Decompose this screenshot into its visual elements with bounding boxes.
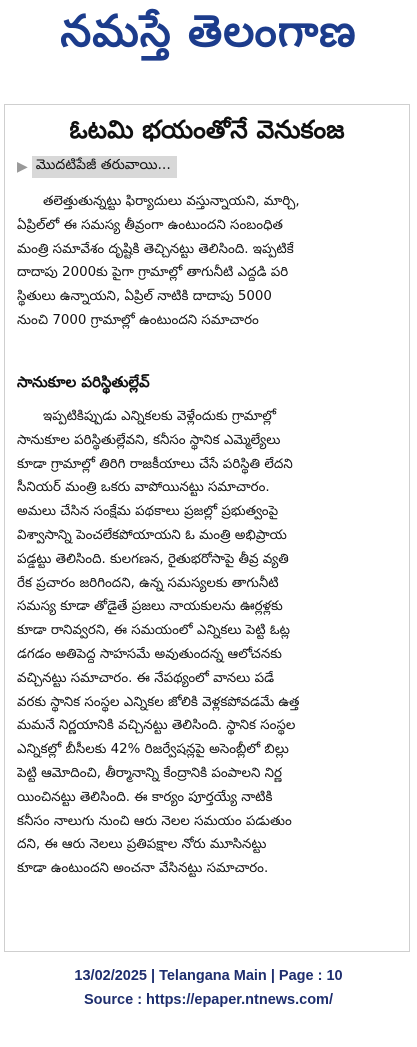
paragraph-line: కూడా ఉంటుందని అంచనా వేసినట్టు సమాచారం. bbox=[17, 861, 269, 877]
paragraph-line: సానుకూల పరిస్థితుల్లేవని, కనీసం స్థానిక ఎమ్మెల్యేలు bbox=[17, 432, 281, 448]
article-clipping bbox=[4, 104, 410, 952]
paragraph-line: దాదాపు 2000కు పైగా గ్రామాల్లో తాగునీటి ఎద్దడి పరి bbox=[17, 265, 289, 281]
section-subheading: సానుకూల పరిస్థితుల్లేవ్ bbox=[17, 373, 150, 391]
paragraph-line: ఇప్పటికిప్పుడు ఎన్నికలకు వెళ్లేందుకు గ్రామాల్లో bbox=[43, 409, 276, 424]
article-paragraph-2 bbox=[17, 405, 397, 881]
paragraph-line: యించినట్టు తెలిసింది. ఈ కార్యం పూర్తయ్యే నాటికి bbox=[17, 789, 273, 805]
paragraph-line: డగడం అతిపెద్ద సాహసమే అవుతుందన్న ఆలోచనకు bbox=[17, 646, 282, 662]
paragraph-line: వరకు స్థానిక సంస్థల ఎన్నికల జోలికి వెళ్లకపోవడమే ఉత్త bbox=[17, 694, 300, 710]
paragraph-line: సమస్య కూడా తోడైతే ప్రజలు నాయకులను ఊర్లళ్లకు bbox=[17, 599, 283, 615]
continued-label: మొదటిపేజీ తరువాయి... bbox=[32, 156, 177, 178]
paragraph-line: నుంచి 7000 గ్రామాల్లో ఉంటుందని సమాచారం bbox=[17, 312, 259, 328]
paragraph-line: విశ్వాసాన్ని పెంచలేకపోయాయని ఓ మంత్రి అభిప్రాయ bbox=[17, 527, 287, 543]
source-link[interactable]: Source : https://epaper.ntnews.com/ bbox=[84, 992, 333, 1008]
paragraph-line: కనీసం నాలుగు నుంచి ఆరు నెలల సమయం పడుతుం bbox=[17, 813, 292, 829]
paragraph-line: రేక ప్రచారం జరిగిందని, ఉన్న సమస్యలకు తాగునీటి bbox=[17, 575, 279, 591]
article-paragraph-1 bbox=[17, 190, 397, 333]
continued-from-front-page bbox=[17, 155, 397, 179]
paragraph-line: సీనియర్ మంత్రి ఒకరు వాపోయినట్టు సమాచారం. bbox=[17, 480, 270, 496]
paragraph-line: పెట్టి ఆమోదించి, తీర్మానాన్ని కేంద్రానికి పంపాలని నిర్ణ bbox=[17, 765, 282, 781]
paragraph-line: మంత్రి సమావేశం దృష్టికి తెచ్చినట్టు తెలిసింది. ఇప్పటికే bbox=[17, 241, 294, 257]
edition-info: 13/02/2025 | Telangana Main | Page : 10 bbox=[74, 968, 343, 984]
arrow-icon: ▶ bbox=[17, 159, 28, 175]
paragraph-line: కూడా గ్రామాల్లో తిరిగి రాజకీయాలు చేసే పరిస్థితి లేదని bbox=[17, 456, 293, 472]
paragraph-line: వచ్చినట్టు సమాచారం. ఈ నేపథ్యంలో వానలు పడే bbox=[17, 670, 274, 686]
newspaper-masthead: నమస్తే తెలంగాణ bbox=[60, 6, 357, 57]
article-headline: ఓటమి భయంతోనే వెనుకంజ bbox=[69, 115, 345, 144]
paragraph-line: అమలు చేసిన సంక్షేమ పథకాలు ప్రజల్లో ప్రభుత్వంపై bbox=[17, 504, 279, 520]
paragraph-line: కూడా రానివ్వరని, ఈ సమయంలో ఎన్నికలు పెట్టి ఓట్ల bbox=[17, 623, 291, 639]
paragraph-line: ఎన్నికల్లో బీసీలకు 42% రిజర్వేషన్లపై అసెంబ్లీలో బిల్లు bbox=[17, 742, 289, 758]
paragraph-line: స్థితులు ఉన్నాయని, ఏప్రిల్ నాటికి దాదాపు 5000 bbox=[17, 289, 272, 305]
paragraph-line: పడ్డట్టు తెలిసింది. కులగణన, రైతుభరోసాపై తీవ్ర వ్యతి bbox=[17, 551, 289, 567]
paragraph-line: మమనే నిర్ణయానికి వచ్చినట్టు తెలిసింది. స్థానిక సంస్థల bbox=[17, 718, 296, 734]
paragraph-line: దని, ఈ ఆరు నెలలు ప్రతిపక్షాల నోరు మూసినట్టు bbox=[17, 837, 267, 853]
paragraph-line: ఏప్రిల్‌లో ఈ సమస్య తీవ్రంగా ఉంటుందని సంబంధిత bbox=[17, 217, 283, 233]
paragraph-line: తలెత్తుతున్నట్టు ఫిర్యాదులు వస్తున్నాయని, మార్చి, bbox=[43, 194, 300, 209]
